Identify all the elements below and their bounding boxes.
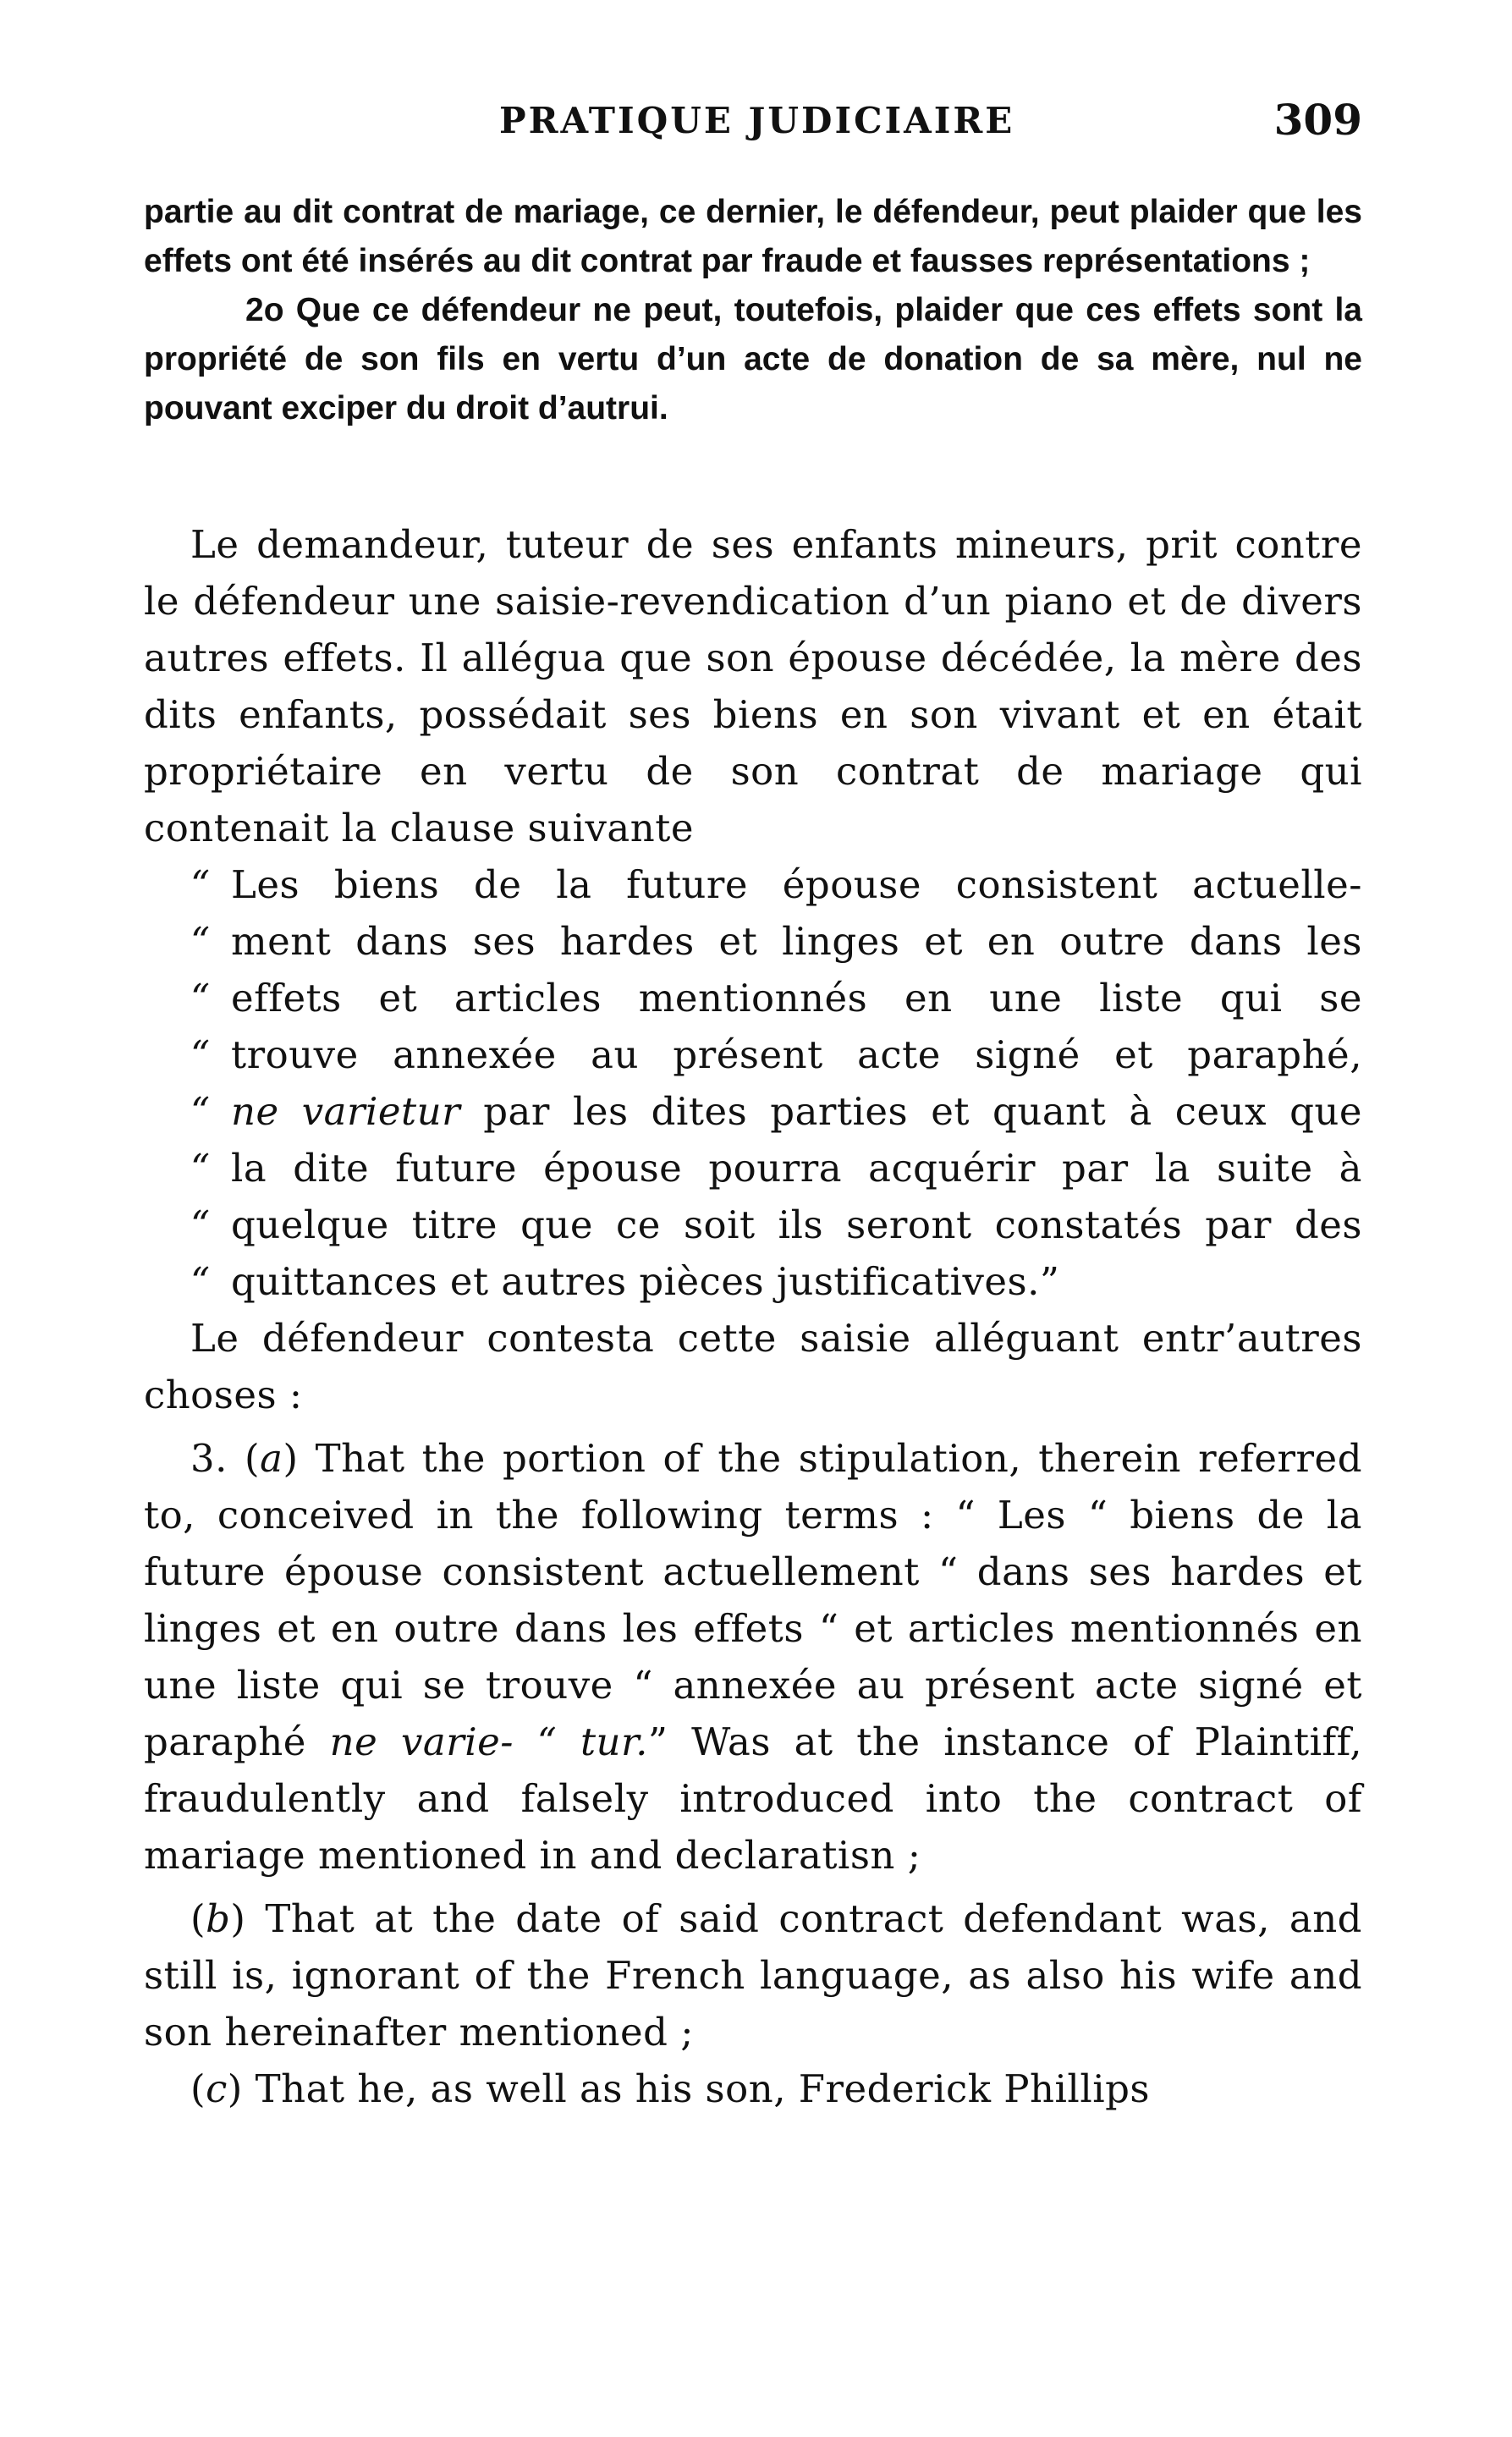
headnote-paragraph-1: partie au dit contrat de mariage, ce dernier, le défendeur, peut plaider que les effets ont été insérés au dit contrat par fraude et fausses représentations ; (144, 194, 1362, 279)
quote-line: “ effets et articles mentionnés en une liste qui se (190, 976, 1362, 1020)
quote-line: “ la dite future épouse pourra acquérir par la suite à (190, 1146, 1362, 1191)
page-number: 309 (1273, 95, 1362, 145)
quote-line: “ ne varietur par les dites parties et quant à ceux que (190, 1089, 1363, 1134)
body-paragraph-1: Le demandeur, tuteur de ses enfants mineurs, prit contre le défendeur une saisie-revendication d’un piano et de divers autres effets. Il allégua que son épouse décédée, la mère des dits enfants, possédait ses biens en son vivant et en était propriétaire en vertu de son contrat de mariage qui contenait la clause suivante (144, 522, 1362, 850)
headnote (144, 188, 1362, 433)
body-text (144, 516, 1362, 2117)
quote-line: “ quittances et autres pièces justificatives.” (190, 1259, 1060, 1304)
body-paragraph-5: (c) That he, as well as his son, Frederick Phillips (190, 2066, 1151, 2111)
body-paragraph-2: Le défendeur contesta cette saisie alléguant entr’autres choses : (144, 1316, 1362, 1417)
page-header (144, 95, 1362, 159)
quote-line: “ ment dans ses hardes et linges et en outre dans les (190, 919, 1362, 964)
running-title: PRATIQUE JUDICIAIRE (499, 100, 1015, 141)
body-paragraph-3: 3. (a) That the portion of the stipulation, therein referred to, conceived in the following terms : “ Les “ biens de la future épouse consistent actuellement “ dans ses hardes et linges et en outre dans les effets “ et articles mentionnés en une liste qui se trouve “ annexée au présent acte signé et paraphé ne varie- “ tur.” Was at the instance of Plaintiff, fraudulently and falsely introduced into the contract of mariage mentioned in and declaratisn ; (144, 1436, 1362, 1878)
headnote-paragraph-2: 2o Que ce défendeur ne peut, toutefois, plaider que ces effets sont la propriété de son fils en vertu d’un acte de donation de sa mère, nul ne pouvant exciper du droit d’autrui. (144, 292, 1362, 426)
quote-line: “ quelque titre que ce soit ils seront constatés par des (190, 1202, 1362, 1247)
quoted-clause (144, 856, 1362, 1310)
quote-line: “ trouve annexée au présent acte signé et paraphé, (190, 1032, 1362, 1077)
body-paragraph-4: (b) That at the date of said contract defendant was, and still is, ignorant of the French language, as also his wife and son hereinafter mentioned ; (144, 1896, 1362, 2055)
quote-line: “ Les biens de la future épouse consistent actuelle- (190, 862, 1362, 907)
